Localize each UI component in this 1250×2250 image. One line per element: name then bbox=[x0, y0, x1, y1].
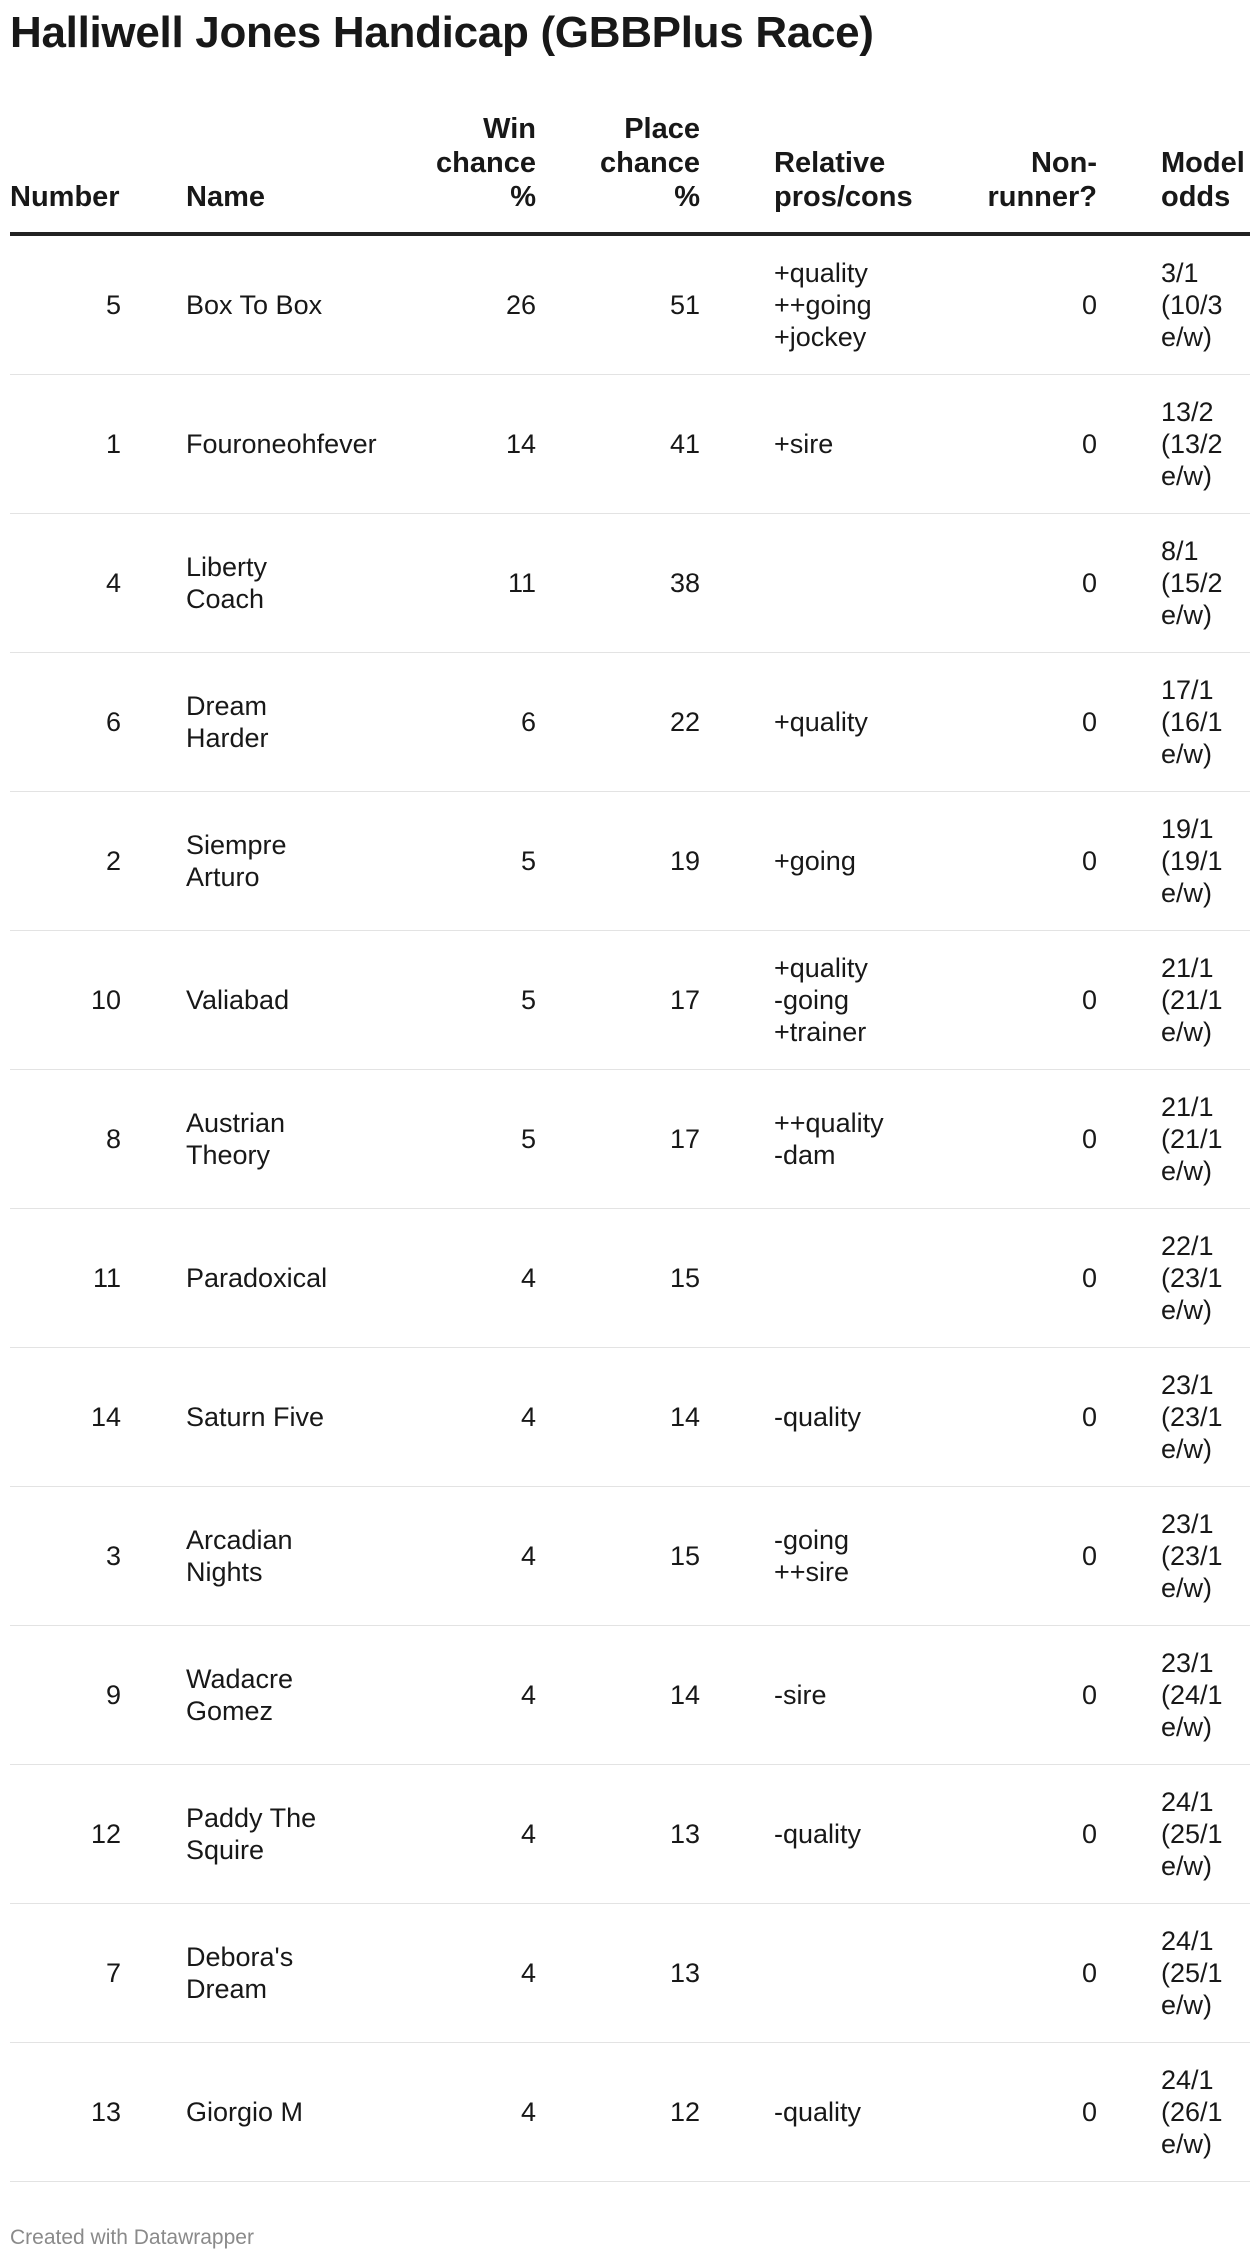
cell-name: Debora's Dream bbox=[186, 1904, 362, 2043]
cell-relative-pros-cons: ++quality -dam bbox=[710, 1070, 906, 1209]
column-header-name[interactable]: Name bbox=[186, 112, 362, 234]
cell-place-chance: 15 bbox=[546, 1209, 710, 1348]
cell-name: Siempre Arturo bbox=[186, 792, 362, 931]
table-row bbox=[10, 1070, 1250, 1209]
cell-model-odds: 23/1 (24/1 e/w) bbox=[1098, 1626, 1250, 1765]
table-row bbox=[10, 1626, 1250, 1765]
cell-non-runner: 0 bbox=[906, 1904, 1098, 2043]
cell-relative-pros-cons bbox=[710, 1209, 906, 1348]
column-header-number[interactable]: Number bbox=[10, 112, 186, 234]
page-title: Halliwell Jones Handicap (GBBPlus Race) bbox=[10, 8, 874, 57]
cell-relative-pros-cons: +sire bbox=[710, 375, 906, 514]
cell-win-chance: 4 bbox=[362, 1626, 546, 1765]
cell-model-odds: 24/1 (25/1 e/w) bbox=[1098, 1904, 1250, 2043]
cell-place-chance: 38 bbox=[546, 514, 710, 653]
cell-name: Valiabad bbox=[186, 931, 362, 1070]
cell-win-chance: 4 bbox=[362, 1348, 546, 1487]
cell-number: 1 bbox=[10, 375, 186, 514]
datawrapper-credit: Created with Datawrapper bbox=[10, 2226, 254, 2249]
cell-model-odds: 24/1 (26/1 e/w) bbox=[1098, 2043, 1250, 2182]
cell-relative-pros-cons bbox=[710, 1904, 906, 2043]
cell-name: Arcadian Nights bbox=[186, 1487, 362, 1626]
cell-non-runner: 0 bbox=[906, 234, 1098, 375]
cell-place-chance: 41 bbox=[546, 375, 710, 514]
cell-name: Wadacre Gomez bbox=[186, 1626, 362, 1765]
cell-relative-pros-cons: +quality -going +trainer bbox=[710, 931, 906, 1070]
cell-number: 7 bbox=[10, 1904, 186, 2043]
cell-win-chance: 4 bbox=[362, 1209, 546, 1348]
cell-model-odds: 21/1 (21/1 e/w) bbox=[1098, 931, 1250, 1070]
cell-relative-pros-cons: -quality bbox=[710, 2043, 906, 2182]
header-row bbox=[10, 112, 1250, 234]
column-header-place-chance[interactable]: Place chance % bbox=[546, 112, 710, 234]
cell-number: 12 bbox=[10, 1765, 186, 1904]
cell-name: Paddy The Squire bbox=[186, 1765, 362, 1904]
cell-win-chance: 4 bbox=[362, 1487, 546, 1626]
cell-win-chance: 11 bbox=[362, 514, 546, 653]
cell-non-runner: 0 bbox=[906, 375, 1098, 514]
cell-model-odds: 13/2 (13/2 e/w) bbox=[1098, 375, 1250, 514]
cell-place-chance: 13 bbox=[546, 1765, 710, 1904]
cell-number: 11 bbox=[10, 1209, 186, 1348]
cell-win-chance: 5 bbox=[362, 931, 546, 1070]
cell-number: 9 bbox=[10, 1626, 186, 1765]
cell-model-odds: 23/1 (23/1 e/w) bbox=[1098, 1348, 1250, 1487]
column-header-model-odds[interactable]: Model odds bbox=[1098, 112, 1250, 234]
cell-model-odds: 19/1 (19/1 e/w) bbox=[1098, 792, 1250, 931]
table-row bbox=[10, 1209, 1250, 1348]
cell-place-chance: 14 bbox=[546, 1626, 710, 1765]
cell-relative-pros-cons bbox=[710, 514, 906, 653]
cell-place-chance: 17 bbox=[546, 1070, 710, 1209]
cell-win-chance: 26 bbox=[362, 234, 546, 375]
cell-model-odds: 23/1 (23/1 e/w) bbox=[1098, 1487, 1250, 1626]
table-row bbox=[10, 1487, 1250, 1626]
cell-win-chance: 14 bbox=[362, 375, 546, 514]
cell-win-chance: 4 bbox=[362, 1765, 546, 1904]
cell-number: 5 bbox=[10, 234, 186, 375]
cell-model-odds: 8/1 (15/2 e/w) bbox=[1098, 514, 1250, 653]
cell-place-chance: 22 bbox=[546, 653, 710, 792]
cell-relative-pros-cons: +going bbox=[710, 792, 906, 931]
cell-model-odds: 24/1 (25/1 e/w) bbox=[1098, 1765, 1250, 1904]
cell-number: 10 bbox=[10, 931, 186, 1070]
cell-non-runner: 0 bbox=[906, 2043, 1098, 2182]
cell-name: Liberty Coach bbox=[186, 514, 362, 653]
column-header-non-runner[interactable]: Non- runner? bbox=[906, 112, 1098, 234]
cell-model-odds: 3/1 (10/3 e/w) bbox=[1098, 234, 1250, 375]
cell-place-chance: 17 bbox=[546, 931, 710, 1070]
cell-place-chance: 19 bbox=[546, 792, 710, 931]
cell-win-chance: 5 bbox=[362, 792, 546, 931]
column-header-win-chance[interactable]: Win chance % bbox=[362, 112, 546, 234]
table-row bbox=[10, 1904, 1250, 2043]
cell-non-runner: 0 bbox=[906, 1487, 1098, 1626]
cell-model-odds: 17/1 (16/1 e/w) bbox=[1098, 653, 1250, 792]
cell-number: 2 bbox=[10, 792, 186, 931]
table-row bbox=[10, 375, 1250, 514]
race-table bbox=[10, 112, 1250, 2182]
table-row bbox=[10, 653, 1250, 792]
table-row bbox=[10, 2043, 1250, 2182]
cell-non-runner: 0 bbox=[906, 792, 1098, 931]
cell-win-chance: 5 bbox=[362, 1070, 546, 1209]
cell-relative-pros-cons: +quality bbox=[710, 653, 906, 792]
table-header bbox=[10, 112, 1250, 234]
cell-place-chance: 13 bbox=[546, 1904, 710, 2043]
cell-name: Austrian Theory bbox=[186, 1070, 362, 1209]
cell-place-chance: 15 bbox=[546, 1487, 710, 1626]
column-header-relative-pros-cons[interactable]: Relative pros/cons bbox=[710, 112, 906, 234]
table-row bbox=[10, 234, 1250, 375]
cell-place-chance: 12 bbox=[546, 2043, 710, 2182]
cell-relative-pros-cons: -quality bbox=[710, 1765, 906, 1904]
cell-non-runner: 0 bbox=[906, 1348, 1098, 1487]
cell-non-runner: 0 bbox=[906, 1626, 1098, 1765]
cell-number: 4 bbox=[10, 514, 186, 653]
cell-non-runner: 0 bbox=[906, 1765, 1098, 1904]
table-row bbox=[10, 1765, 1250, 1904]
cell-place-chance: 51 bbox=[546, 234, 710, 375]
cell-number: 14 bbox=[10, 1348, 186, 1487]
cell-number: 13 bbox=[10, 2043, 186, 2182]
cell-non-runner: 0 bbox=[906, 1070, 1098, 1209]
cell-number: 6 bbox=[10, 653, 186, 792]
table-row bbox=[10, 931, 1250, 1070]
cell-name: Giorgio M bbox=[186, 2043, 362, 2182]
cell-relative-pros-cons: -going ++sire bbox=[710, 1487, 906, 1626]
table-row bbox=[10, 1348, 1250, 1487]
table-row bbox=[10, 514, 1250, 653]
table-row bbox=[10, 792, 1250, 931]
cell-number: 8 bbox=[10, 1070, 186, 1209]
cell-win-chance: 4 bbox=[362, 1904, 546, 2043]
cell-non-runner: 0 bbox=[906, 514, 1098, 653]
cell-relative-pros-cons: -sire bbox=[710, 1626, 906, 1765]
cell-win-chance: 6 bbox=[362, 653, 546, 792]
cell-place-chance: 14 bbox=[546, 1348, 710, 1487]
cell-non-runner: 0 bbox=[906, 931, 1098, 1070]
race-table-container bbox=[10, 112, 1245, 2182]
cell-model-odds: 21/1 (21/1 e/w) bbox=[1098, 1070, 1250, 1209]
cell-name: Dream Harder bbox=[186, 653, 362, 792]
cell-non-runner: 0 bbox=[906, 1209, 1098, 1348]
cell-relative-pros-cons: +quality ++going +jockey bbox=[710, 234, 906, 375]
cell-model-odds: 22/1 (23/1 e/w) bbox=[1098, 1209, 1250, 1348]
cell-name: Saturn Five bbox=[186, 1348, 362, 1487]
cell-non-runner: 0 bbox=[906, 653, 1098, 792]
cell-win-chance: 4 bbox=[362, 2043, 546, 2182]
cell-name: Paradoxical bbox=[186, 1209, 362, 1348]
cell-name: Box To Box bbox=[186, 234, 362, 375]
cell-name: Fouroneohfever bbox=[186, 375, 362, 514]
table-body bbox=[10, 234, 1250, 2182]
cell-number: 3 bbox=[10, 1487, 186, 1626]
cell-relative-pros-cons: -quality bbox=[710, 1348, 906, 1487]
